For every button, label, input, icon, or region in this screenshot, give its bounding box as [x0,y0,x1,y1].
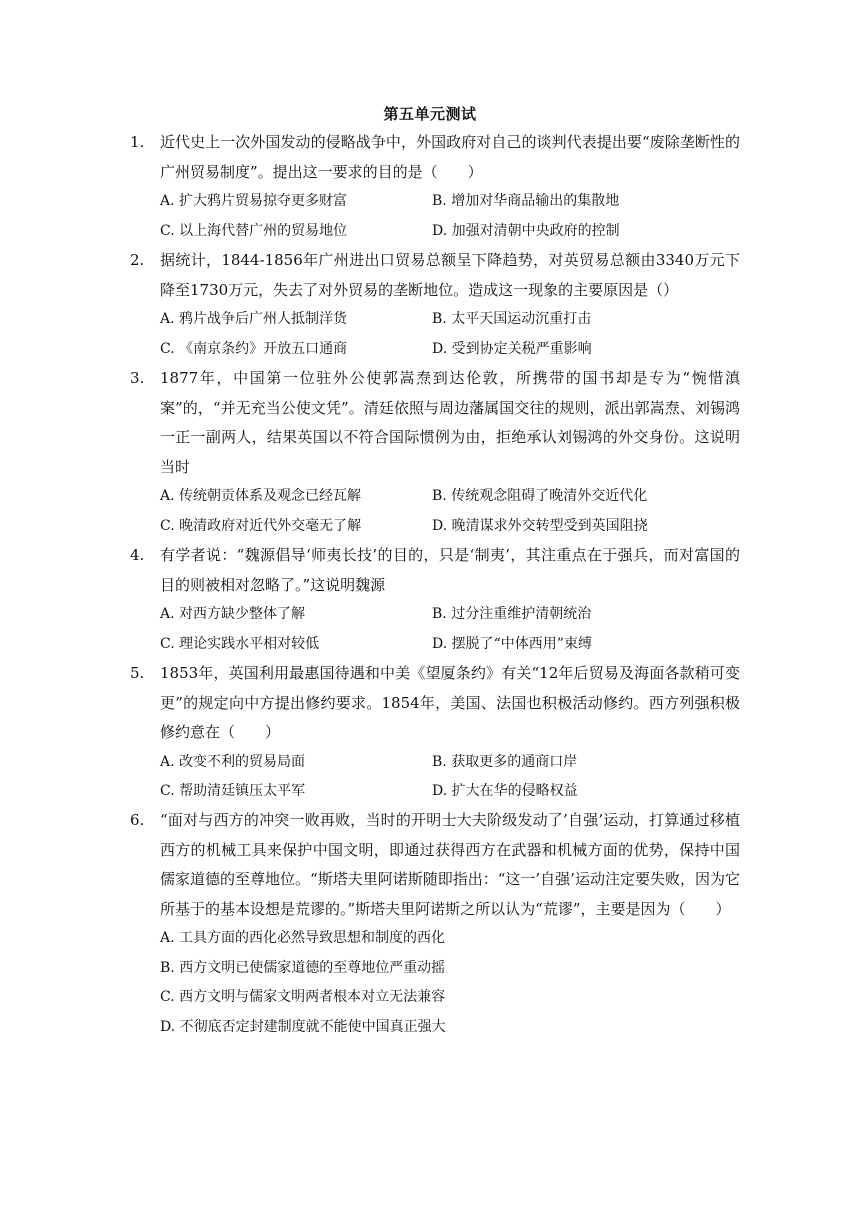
question-5 [130,659,740,807]
option-a: A. 传统朝贡体系及观念已经瓦解 [160,488,362,504]
option-b: B. 过分注重维护清朝统治 [432,606,592,622]
question-3 [130,364,740,541]
question-1 [130,128,740,246]
option-d: D. 扩大在华的侵略权益 [432,783,578,799]
option-a: A. 鸦片战争后广州人抵制洋货 [160,311,348,327]
option-list [160,748,740,807]
option-c: C. 以上海代替广州的贸易地位 [160,222,348,239]
option-b: B. 传统观念阻碍了晚清外交近代化 [432,488,648,504]
option-d: D. 加强对清朝中央政府的控制 [432,222,620,239]
question-2 [130,246,740,364]
option-c: C. 《南京条约》开放五口通商 [160,340,348,357]
option-d: D. 摆脱了“中体西用”束缚 [432,635,592,652]
question-number: 4. [130,546,145,564]
option-b: B. 太平天国运动沉重打击 [432,311,592,327]
option-a: A. 改变不利的贸易局面 [160,753,306,770]
question-stem: 近代史上一次外国发动的侵略战争中，外国政府对自己的谈判代表提出要“废除垄断性的广州贸易制度”。提出这一要求的目的是（ ） [160,133,740,181]
question-4 [130,541,740,659]
question-stem: 1877年，中国第一位驻外公使郭嵩焘到达伦敦，所携带的国书却是专为“惋惜滇案”的，“并无充当公使文凭”。清廷依照与周边藩属国交往的规则，派出郭嵩焘、刘锡鸿一正一副两人，结果英国以不符合国际惯例为由，拒绝承认刘锡鸿的外交身份。这说明当时 [160,369,740,476]
option-list [160,600,740,659]
option-c: C. 晚清政府对近代外交毫无了解 [160,517,362,534]
option-list [160,187,740,246]
option-d: D. 受到协定关税严重影响 [432,340,592,357]
option-b: B. 西方文明已使儒家道德的至尊地位严重动摇 [160,959,446,976]
option-c: C. 帮助清廷镇压太平军 [160,783,306,799]
question-number: 2. [130,251,145,269]
page-title: 第五单元测试 [383,105,477,123]
option-list [160,482,740,541]
question-stem: 有学者说：“魏源倡导‘师夷长技’的目的，只是‘制夷’，其注重点在于强兵，而对富国的目的则被相对忽略了。”这说明魏源 [160,546,740,594]
question-number: 6. [130,811,145,829]
option-a: A. 工具方面的西化必然导致思想和制度的西化 [160,930,446,946]
option-a: A. 对西方缺少整体了解 [160,606,306,622]
option-d: D. 晚清谋求外交转型受到英国阻挠 [432,517,648,534]
option-list [160,924,740,1042]
question-stem: “面对与西方的冲突一败再败，当时的开明士大夫阶级发动了’自强’运动，打算通过移植西方的机械工具来保护中国文明，即通过获得西方在武器和机械方面的优势，保持中国儒家道德的至尊地位。“斯塔夫里阿诺斯随即指出：“这一’自强’运动注定要失败，因为它所基于的基本设想是荒谬的。”斯塔夫里阿诺斯之所以认为“荒谬”，主要是因为（ ） [160,811,740,918]
question-stem: 据统计，1844-1856年广州进出口贸易总额呈下降趋势，对英贸易总额由3340万元下降至1730万元，失去了对外贸易的垄断地位。造成这一现象的主要原因是（） [160,251,740,299]
option-b: B. 增加对华商品输出的集散地 [432,193,620,209]
option-list [160,305,740,364]
option-a: A. 扩大鸦片贸易掠夺更多财富 [160,193,348,209]
option-b: B. 获取更多的通商口岸 [432,753,578,770]
option-d: D. 不彻底否定封建制度就不能使中国真正强大 [160,1018,446,1035]
option-c: C. 理论实践水平相对较低 [160,635,320,652]
question-number: 1. [130,133,145,151]
question-stem: 1853年，英国利用最惠国待遇和中美《望厦条约》有关“12年后贸易及海面各款稍可变更”的规定向中方提出修约要求。1854年，美国、法国也积极活动修约。西方列强积极修约意在（ ） [160,664,740,741]
question-number: 5. [130,664,145,682]
question-number: 3. [130,369,145,387]
option-c: C. 西方文明与儒家文明两者根本对立无法兼容 [160,989,446,1005]
question-6 [130,806,740,1042]
